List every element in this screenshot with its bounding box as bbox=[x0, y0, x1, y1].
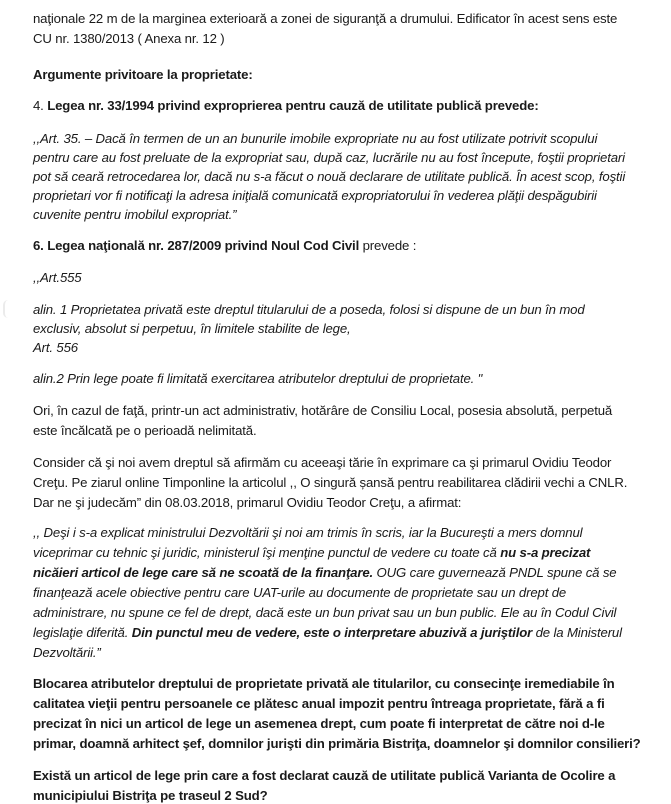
paragraph-line: CU nr. 1380/2013 ( Anexa nr. 12 ) bbox=[33, 31, 225, 46]
quote-emphasis: nicăieri articol de lege care să ne scoată de la finanţare. bbox=[33, 565, 374, 580]
article-label: ,,Art.555 bbox=[33, 270, 82, 285]
quote-line: cuvenite pentru imobilul expropriat.” bbox=[33, 207, 237, 222]
quote-line: ,,Art. 35. – Dacă în termen de un an bunurile imobile expropriate nu au fost utilizate potrivit scopului bbox=[33, 131, 598, 146]
quote-line: pot să ceară retrocedarea lor, dacă nu s-a făcut o nouă declarare de utilitate publică. În acest scop, foştii bbox=[33, 169, 626, 184]
law-heading-6 bbox=[33, 238, 416, 254]
paragraph-line: primar, doamnă arhitect şef, domnilor jurişti din primăria Bistriţa, doamnelor şi domnilor consilieri? bbox=[33, 736, 641, 751]
law-suffix: prevede : bbox=[359, 238, 417, 253]
paragraph-line: Dar ne şi judecăm” din 08.03.2018, primarul Ovidiu Teodor Creţu, a afirmat: bbox=[33, 495, 462, 510]
section-heading: Argumente privitoare la proprietate: bbox=[33, 67, 253, 82]
quote-text: de la Ministerul bbox=[532, 625, 622, 640]
quote-line: finanţează acele obiective pentru care UAT-urile au documente de proprietate sau un drept de bbox=[33, 585, 567, 600]
quote-line: Dezvoltării.” bbox=[33, 645, 101, 660]
law-number: 6. bbox=[33, 238, 48, 253]
quote-line bbox=[33, 625, 622, 641]
law-title: Legea nr. 33/1994 privind exproprierea pentru cauză de utilitate publică prevede: bbox=[47, 98, 539, 113]
quote-line: alin. 1 Proprietatea privată este dreptul titularului de a poseda, folosi si dispune de un bun în mod bbox=[33, 302, 585, 317]
paragraph-line: naţionale 22 m de la marginea exterioară a zonei de siguranţă a drumului. Edificator în acest sens este bbox=[33, 11, 618, 26]
law-heading-4 bbox=[33, 98, 539, 114]
paragraph-line: Blocarea atributelor dreptului de proprietate privată ale titularilor, cu consecinţe iremediabile în bbox=[33, 676, 615, 691]
scan-artifact bbox=[3, 300, 13, 318]
quote-line: exclusiv, absolut si perpetuu, în limitele stabilite de lege, bbox=[33, 321, 351, 336]
paragraph-line: precizat în nici un articol de lege un asemenea drept, cum poate fi interpretat de către noi d-le bbox=[33, 716, 605, 731]
law-title: Legea naţională nr. 287/2009 privind Noul Cod Civil bbox=[47, 238, 360, 253]
paragraph-line: calitatea vieţii pentru persoanele ce plătesc anual impozit pentru întreaga proprietate, fără a fi bbox=[33, 696, 605, 711]
quote-line: pentru care au fost preluate de la expropriat sau, după caz, lucrările nu au fost începute, foştii proprietari bbox=[33, 150, 625, 165]
paragraph-line: este încălcată pe o perioadă nelimitată. bbox=[33, 423, 257, 438]
quote-emphasis: nu s-a precizat bbox=[500, 545, 591, 560]
paragraph-line: Ori, în cazul de faţă, printr-un act administrativ, hotărâre de Consiliu Local, posesia absolută, perpetuă bbox=[33, 403, 613, 418]
paragraph-line: Consider că şi noi avem dreptul să afirmăm cu aceeaşi tărie în exprimare ca şi primarul Ovidiu Teodor bbox=[33, 455, 612, 470]
quote-text: legislaţie diferită. bbox=[33, 625, 132, 640]
paragraph-line: municipiului Bistriţa pe traseul 2 Sud? bbox=[33, 788, 268, 803]
article-label: Art. 556 bbox=[33, 340, 78, 355]
quote-line bbox=[33, 545, 590, 561]
paragraph-line: Există un articol de lege prin care a fost declarat cauză de utilitate publică Varianta de Ocolire a bbox=[33, 768, 616, 783]
quote-line: administrare, nu spune ce fel de drept, dacă este un bun privat sau un bun public. Ele au în Codul Civil bbox=[33, 605, 617, 620]
paragraph-line: Creţu. Pe ziarul online Timponline la articolul ,, O singură șansă pentru reabilitarea clădirii vechi a CNLR. bbox=[33, 475, 628, 490]
quote-line: proprietari vor fi notificaţi la adresa iniţială comunicată expropriatorului în vederea plăţii despăgubirii bbox=[33, 188, 597, 203]
law-number: 4. bbox=[33, 98, 48, 113]
quote-text: OUG care guvernează PNDL spune că se bbox=[373, 565, 617, 580]
quote-line: alin.2 Prin lege poate fi limitată exercitarea atributelor dreptului de proprietate. " bbox=[33, 371, 483, 386]
quote-emphasis: Din punctul meu de vedere, este o interpretare abuzivă a juriştilor bbox=[131, 625, 533, 640]
quote-text: viceprimar cu tehnic şi juridic, ministerul îşi menţine punctul de vedere cu toate că bbox=[33, 545, 501, 560]
quote-line bbox=[33, 565, 616, 581]
quote-line: ,, Deşi i s-a explicat ministrului Dezvoltării şi noi am trimis în scris, iar la Bucureşti a mers domnul bbox=[33, 525, 583, 540]
